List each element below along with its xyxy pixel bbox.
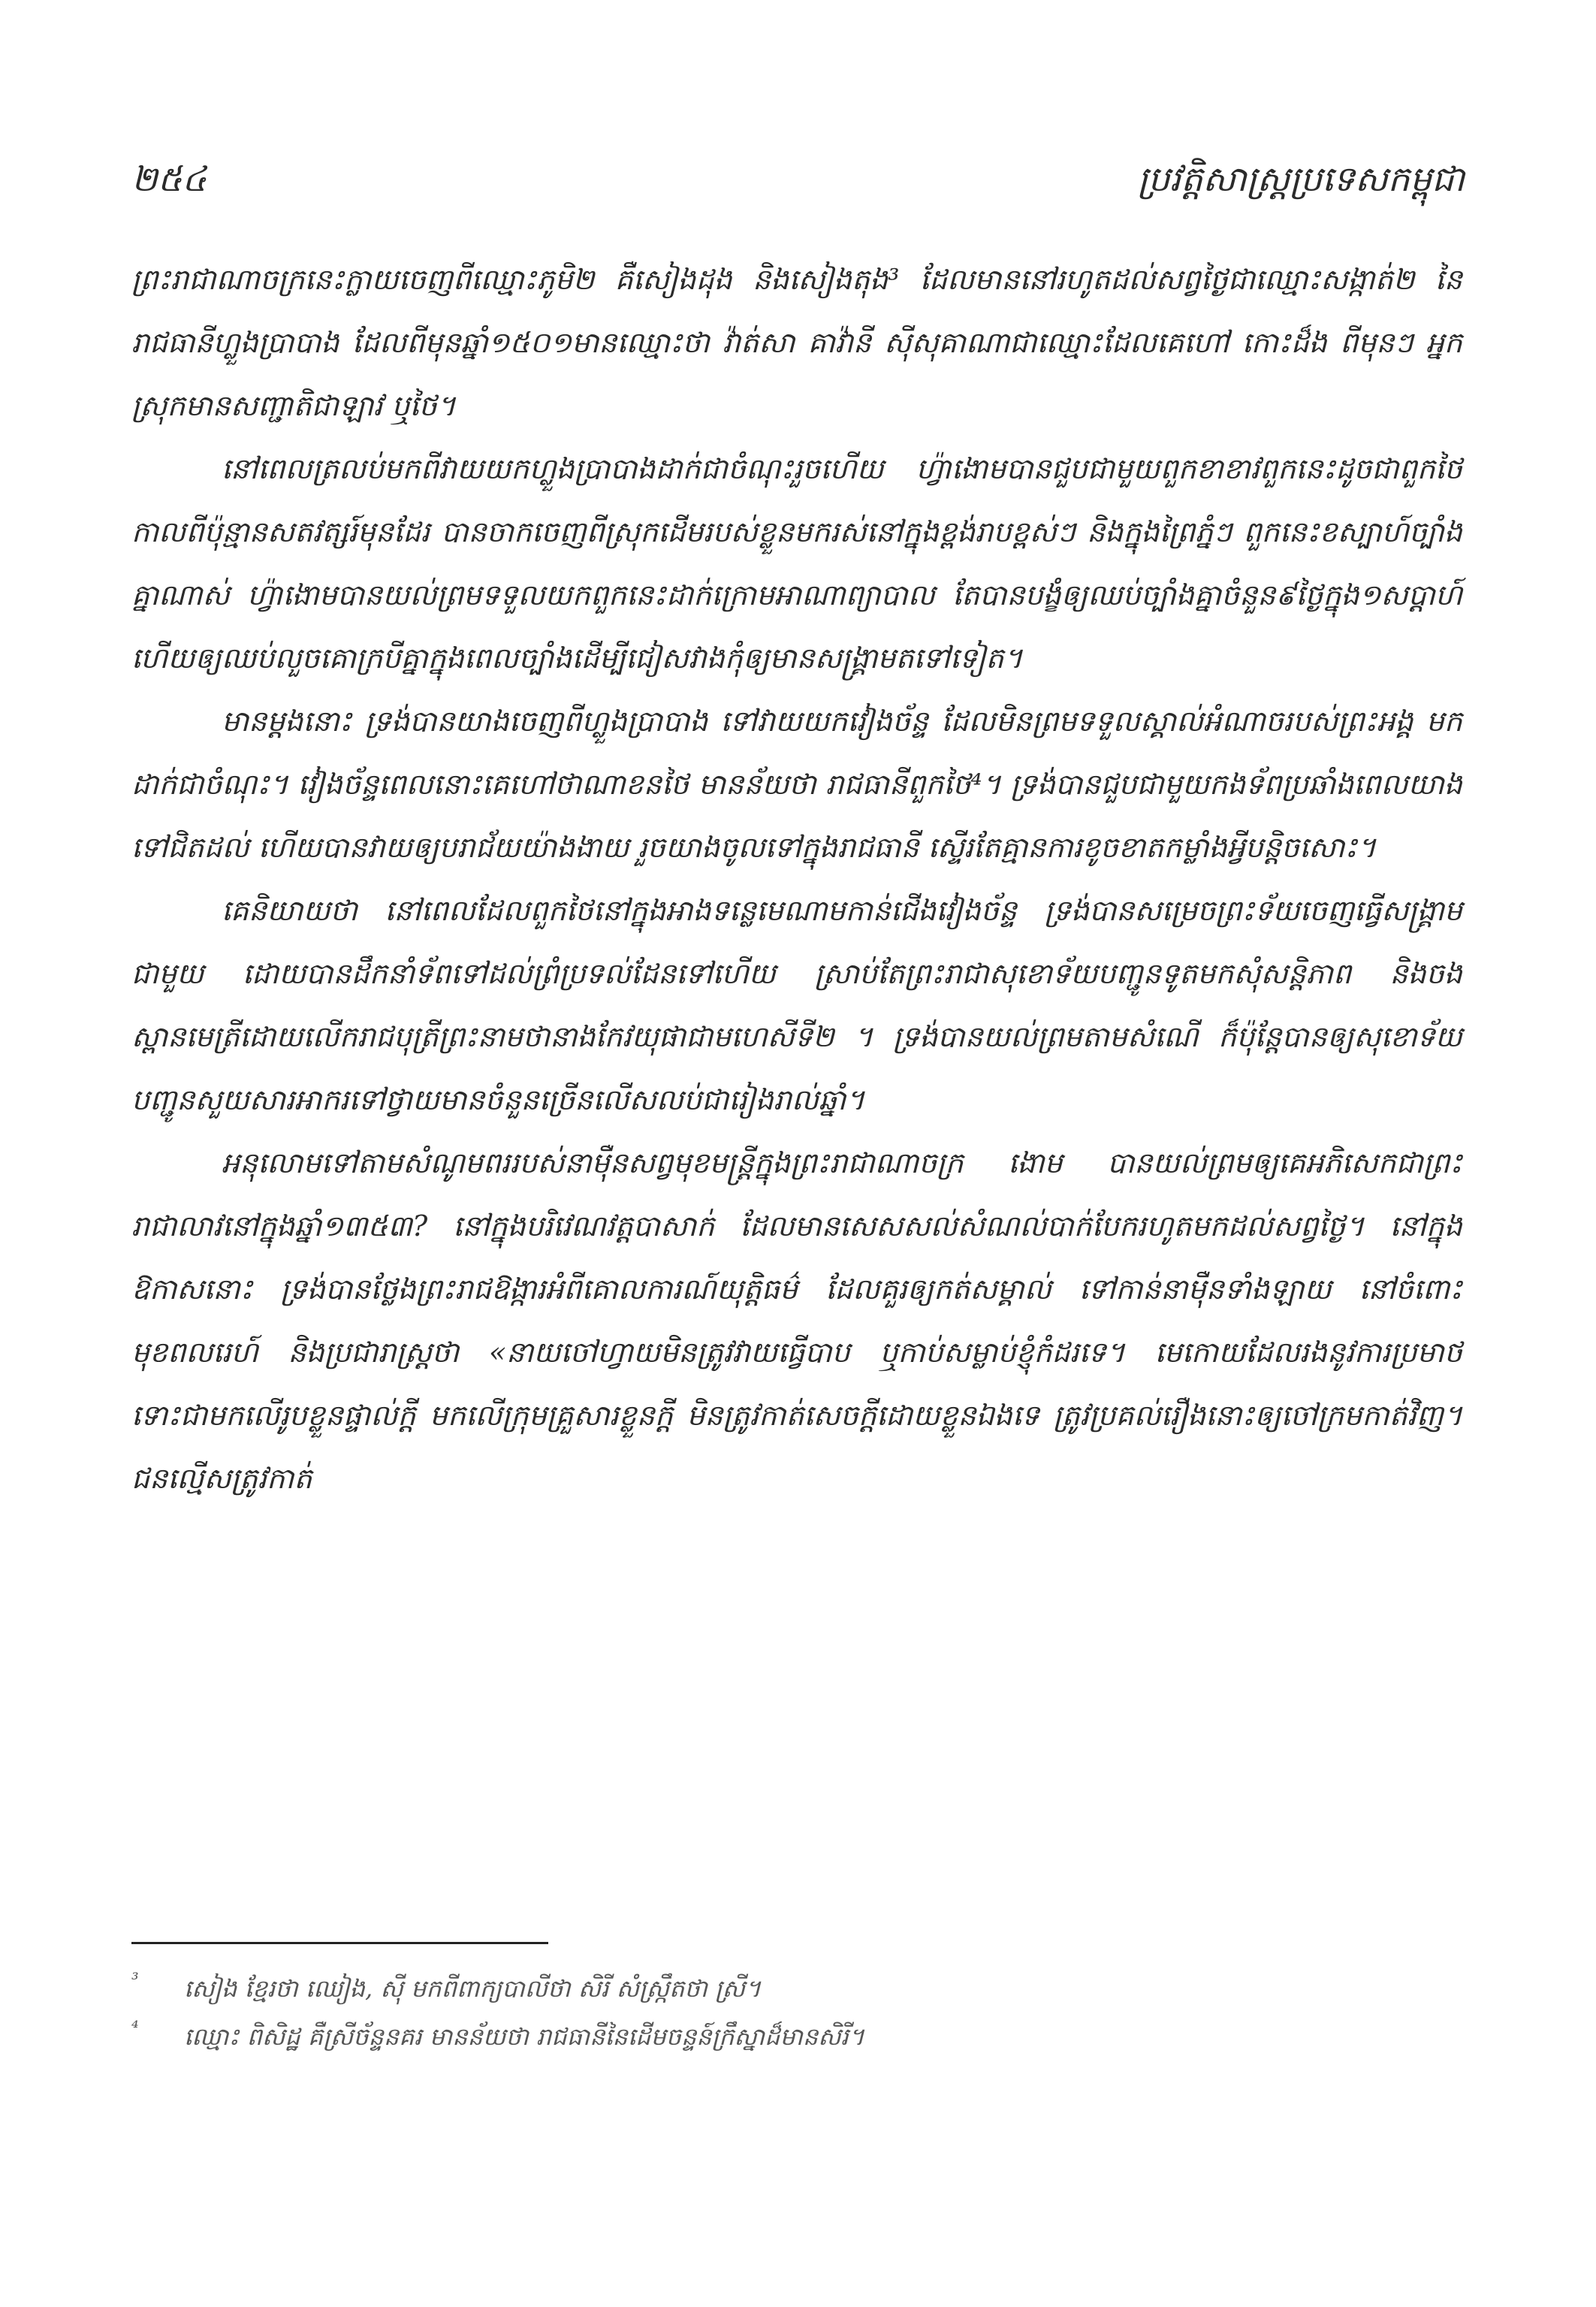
footnote-text: ឈ្មោះ ពិសិដ្ឋ គឺស្រីច័ន្ទនគរ មានន័យថា រាជធានីនៃដើមចន្ទន៍ក្រឹស្នាដ៏មានសិរី។: [184, 2022, 864, 2051]
footnote-mark: ³: [131, 1969, 139, 1990]
footnote-divider: [131, 1942, 548, 1944]
page-number: ២៥៤: [131, 159, 207, 199]
footnote: [131, 1964, 1462, 2013]
footnote-text: សៀង ខ្មែរថា ឈៀង, ស៊ី មកពីពាក្យបាលីថា សិរី សំស្ក្រឹតថា ស្រី។: [184, 1974, 762, 2003]
paragraph: នៅពេលត្រលប់មកពីវាយយកហ្លួងប្រាបាងដាក់ជាចំណុះរួចហើយ ហ្វ៉ាងោមបានជួបជាមួយពួកខាខាវពួកនេះដូចជាពួកថៃកាលពីប៉ុន្មានសតវត្សរ៍មុនដែរ បានចាកចេញពីស្រុកដើមរបស់ខ្លួនមករស់នៅក្នុងខ្ពង់រាបខ្ពស់ៗ និងក្នុងព្រៃភ្នំៗ ពួកនេះខស្បាហ៍ច្បាំងគ្នាណាស់ ហ្វ៉ាងោមបានយល់ព្រមទទួលយកពួកនេះដាក់ក្រោមអាណាព្យាបាល តែបានបង្ខំឲ្យឈប់ច្បាំងគ្នាចំនួន៩ថ្ងៃក្នុង១សប្តាហ៍ ហើយឲ្យឈប់លួចគោក្របីគ្នាក្នុងពេលច្បាំងដើម្បីជៀសវាងកុំឲ្យមានសង្គ្រាមតទៅទៀត។: [131, 452, 1462, 675]
footnotes: [131, 1964, 1462, 2061]
paragraph: មានម្តងនោះ ទ្រង់បានយាងចេញពីហ្លួងប្រាបាង ទៅវាយយកវៀងច័ន្ទ ដែលមិនព្រមទទួលស្គាល់អំណាចរបស់ព្រះអង្គ មកដាក់ជាចំណុះ។ វៀងច័ន្ទពេលនោះគេហៅថាណាខនថៃ មានន័យថា រាជធានីពួកថៃ⁴។ ទ្រង់បានជួបជាមួយកងទ័ពប្រឆាំងពេលយាងទៅជិតដល់ ហើយបានវាយឲ្យបរាជ័យយ៉ាងងាយ រួចយាងចូលទៅក្នុងរាជធានី ស្ទើរតែគ្មានការខូចខាតកម្លាំងអ្វីបន្តិចសោះ។: [131, 705, 1462, 864]
paragraph: ព្រះរាជាណាចក្រនេះក្លាយចេញពីឈ្មោះភូមិ២ គឺសៀងដុង និងសៀងតុង³ ដែលមាននៅរហូតដល់សព្វថ្ងៃជាឈ្មោះសង្កាត់២ នៃរាជធានីហ្លួងប្រាបាង ដែលពីមុនឆ្នាំ១៥០១មានឈ្មោះថា វ៉ាត់សា គាវ៉ានី ស៊ីសុគាណាជាឈ្មោះដែលគេហៅ កោះដ៏ង ពីមុនៗ អ្នកស្រុកមានសញ្ជាតិជាឡាវ ឬថៃ។: [131, 263, 1462, 422]
footnote: [131, 2013, 1462, 2061]
body-text: [131, 248, 1462, 1510]
running-title: ប្រវត្តិសាស្ត្រប្រទេសកម្ពុជា: [1137, 159, 1465, 199]
footnote-mark: ⁴: [131, 2017, 139, 2038]
paragraph: អនុលោមទៅតាមសំណូមពររបស់នាម៉ឺនសព្វមុខមន្ត្រីក្នុងព្រះរាជាណាចក្រ ងោម បានយល់ព្រមឲ្យគេអភិសេកជាព្រះរាជាលាវនៅក្នុងឆ្នាំ១៣៥៣? នៅក្នុងបរិវេណវត្តបាសាក់ ដែលមានសេសសល់សំណល់បាក់បែករហូតមកដល់សព្វថ្ងៃ។ នៅក្នុងឱកាសនោះ ទ្រង់បានថ្លែងព្រះរាជឱង្ការអំពីគោលការណ៍យុត្តិធម៌ ដែលគួរឲ្យកត់សម្គាល់ ទៅកាន់នាម៉ឺនទាំងឡាយ នៅចំពោះមុខពលរេហ៍ និងប្រជារាស្ត្រថា «នាយចៅហ្វាយមិនត្រូវវាយធ្វើបាប ឬកាប់សម្លាប់ខ្ញុំកំដរទេ។ មេកោយដែលរងនូវការប្រមាថ ទោះជាមកលើរូបខ្លួនផ្ទាល់ក្តី មកលើក្រុមគ្រួសារខ្លួនក្តី មិនត្រូវកាត់សេចក្តីដោយខ្លួនឯងទេ ត្រូវប្រគល់រឿងនោះឲ្យចៅក្រមកាត់វិញ។ ជនល្មើសត្រូវកាត់: [131, 1146, 1462, 1495]
page-header: [131, 158, 1465, 218]
paragraph: គេនិយាយថា នៅពេលដែលពួកថៃនៅក្នុងអាងទន្លេមេណាមកាន់ជើងវៀងច័ន្ទ ទ្រង់បានសម្រេចព្រះទ័យចេញធ្វើសង្គ្រាមជាមួយ ដោយបានដឹកនាំទ័ពទៅដល់ព្រំប្រទល់ដែនទៅហើយ ស្រាប់តែព្រះរាជាសុខោទ័យបញ្ជូនទូតមកសុំសន្តិភាព និងចងស្ពានមេត្រីដោយលើករាជបុត្រីព្រះនាមថានាងកែវយុផាជាមហេសីទី២ ។ ទ្រង់បានយល់ព្រមតាមសំណើ ក៏ប៉ុន្តែបានឲ្យសុខោទ័យបញ្ជូនសួយសារអាករទៅថ្វាយមានចំនួនច្រើនលើសលប់ជារៀងរាល់ឆ្នាំ។: [131, 894, 1462, 1116]
